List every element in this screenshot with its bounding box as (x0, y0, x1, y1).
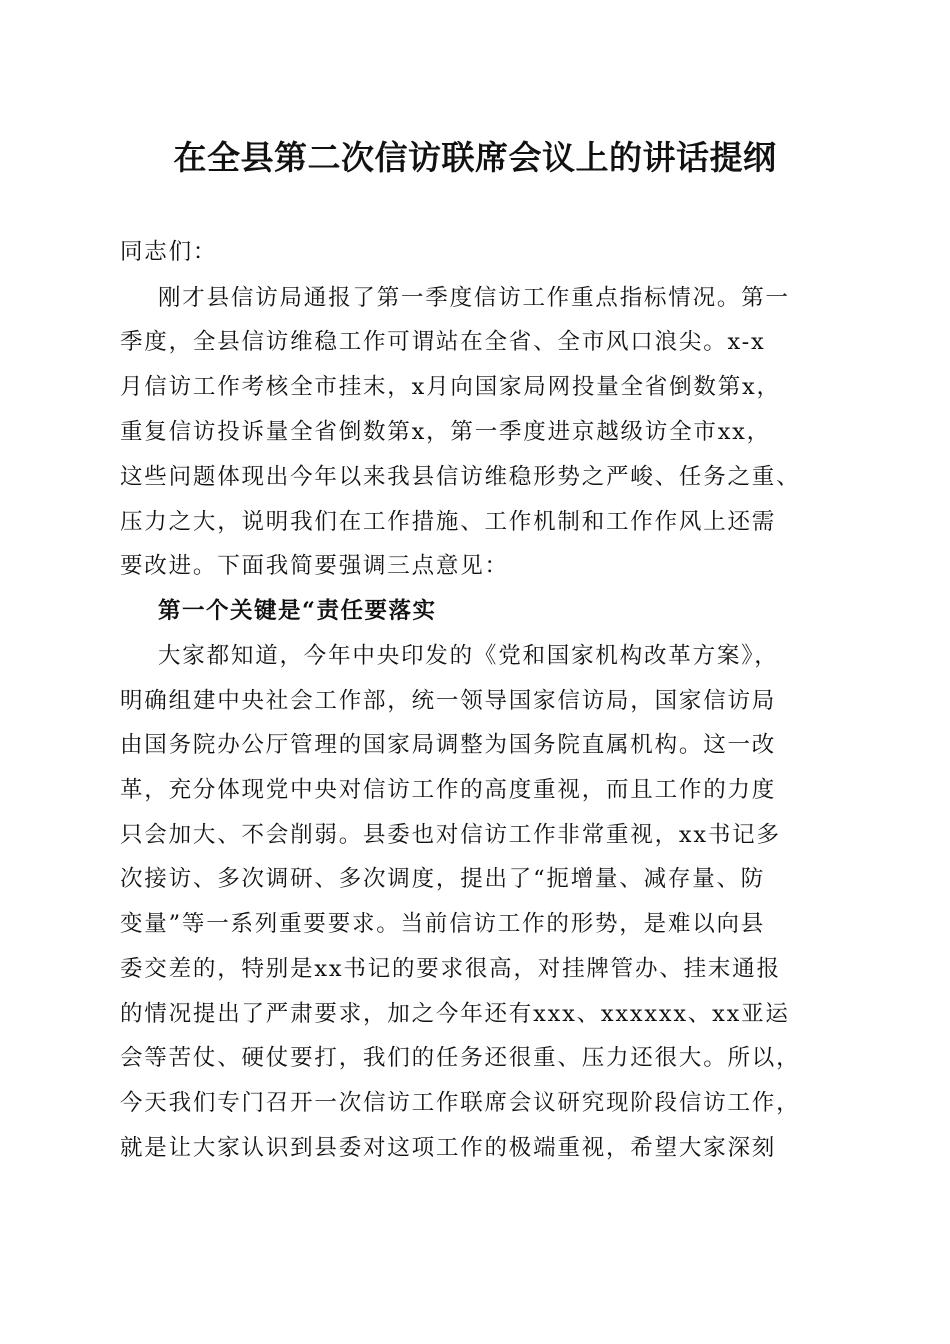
paragraph-line: 大家都知道，今年中央印发的《党和国家机构改革方案》， (158, 643, 779, 669)
document-title: 在全县第二次信访联席会议上的讲话提纲 (173, 138, 777, 177)
paragraph-line: 次接访、多次调研、多次调度，提出了“扼增量、减存量、防 (120, 866, 766, 892)
salutation: 同志们： (120, 239, 218, 265)
paragraph-line: 委交差的，特别是xx书记的要求很高，对挂牌管办、挂末通报 (120, 956, 781, 982)
paragraph-line: 革，充分体现党中央对信访工作的高度重视，而且工作的力度 (120, 777, 777, 803)
paragraph-line: 只会加大、不会削弱。县委也对信访工作非常重视，xx书记多 (120, 822, 781, 848)
paragraph-line: 刚才县信访局通报了第一季度信访工作重点指标情况。第一 (158, 285, 790, 311)
paragraph-line: 这些问题体现出今年以来我县信访维稳形势之严峻、任务之重、 (120, 464, 801, 490)
paragraph-line: 重复信访投诉量全省倒数第x，第一季度进京越级访全市xx， (120, 419, 771, 445)
paragraph-line: 由国务院办公厅管理的国家局调整为国务院直属机构。这一改 (120, 732, 777, 758)
paragraph-line: 今天我们专门召开一次信访工作联席会议研究现阶段信访工作， (120, 1090, 801, 1116)
paragraph-line: 要改进。下面我简要强调三点意见： (120, 553, 509, 579)
section-heading: 第一个关键是“责任要落实 (158, 598, 437, 624)
paragraph-line: 会等苦仗、硬仗要打，我们的任务还很重、压力还很大。所以， (120, 1045, 801, 1071)
paragraph-line: 月信访工作考核全市挂末，x月向国家局网投量全省倒数第x， (120, 374, 781, 400)
paragraph-line: 就是让大家认识到县委对这项工作的极端重视，希望大家深刻 (120, 1135, 777, 1161)
paragraph-line: 变量”等一系列重要要求。当前信访工作的形势，是难以向县 (120, 911, 766, 937)
paragraph-line: 的情况提出了严肃要求，加之今年还有xxx、xxxxxx、xx亚运 (120, 1001, 790, 1027)
paragraph-line: 季度，全县信访维稳工作可谓站在全省、全市风口浪尖。x-x (120, 329, 766, 355)
paragraph-line: 压力之大，说明我们在工作措施、工作机制和工作作风上还需 (120, 509, 777, 535)
paragraph-line: 明确组建中央社会工作部，统一领导国家信访局，国家信访局 (120, 688, 777, 714)
